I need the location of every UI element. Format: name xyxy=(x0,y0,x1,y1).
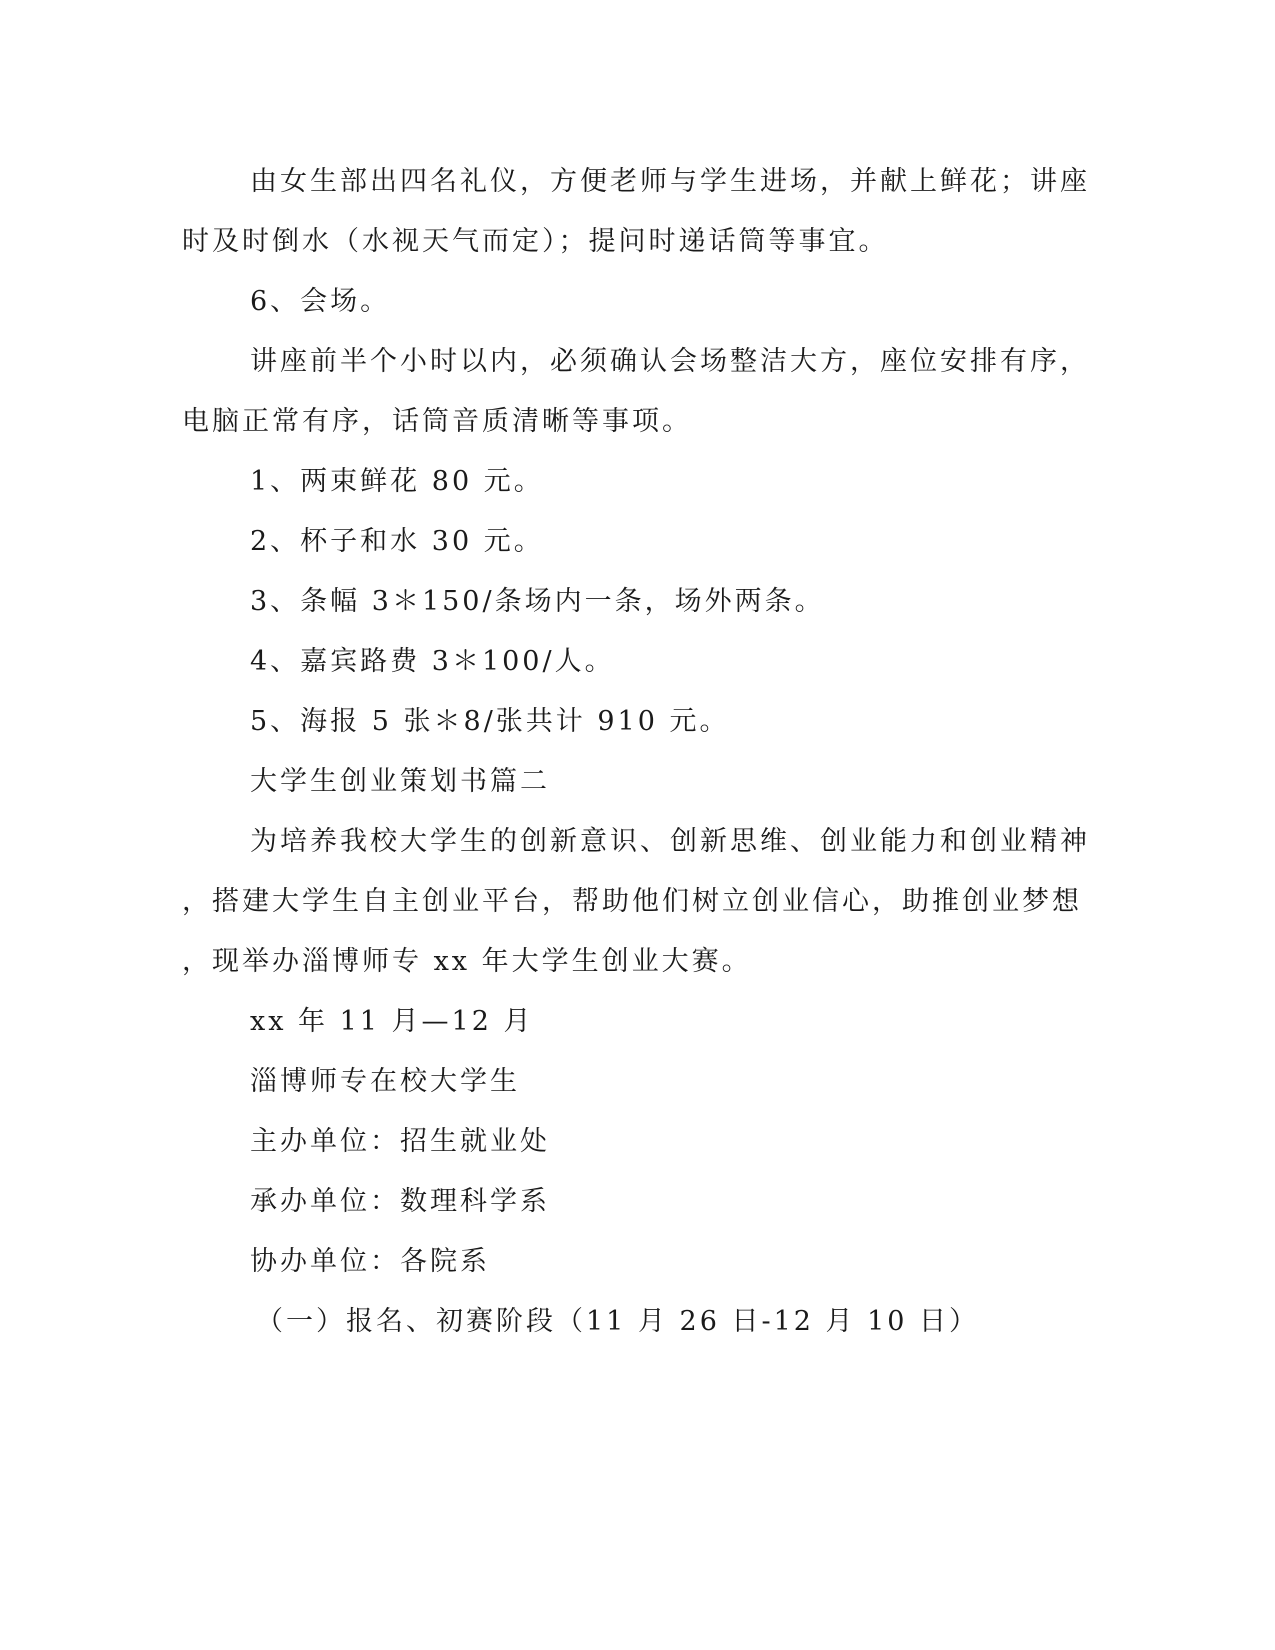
section-title: 大学生创业策划书篇二 xyxy=(250,766,550,797)
list-item: 1、两束鲜花 80 元。 xyxy=(250,466,544,497)
list-item: 4、嘉宾路费 3＊100/人。 xyxy=(250,646,615,677)
paragraph-line: xx 年 11 月—12 月 xyxy=(250,1006,534,1037)
list-item: 3、条幅 3＊150/条场内一条，场外两条。 xyxy=(250,586,825,617)
paragraph-line: 承办单位：数理科学系 xyxy=(250,1186,550,1217)
list-item: 5、海报 5 张＊8/张共计 910 元。 xyxy=(250,706,730,737)
paragraph-line: 淄博师专在校大学生 xyxy=(250,1066,520,1097)
paragraph-line: 主办单位：招生就业处 xyxy=(250,1126,550,1157)
paragraph-line: 由女生部出四名礼仪，方便老师与学生进场，并献上鲜花；讲座 xyxy=(250,166,1090,197)
paragraph-line: 时及时倒水（水视天气而定）；提问时递话筒等事宜。 xyxy=(182,226,889,257)
paragraph-line: 讲座前半个小时以内，必须确认会场整洁大方，座位安排有序， xyxy=(250,346,1090,377)
section-heading: 6、会场。 xyxy=(250,286,391,317)
paragraph-line: 协办单位：各院系 xyxy=(250,1246,490,1277)
paragraph-line: ，现举办淄博师专 xx 年大学生创业大赛。 xyxy=(182,946,752,977)
list-item: 2、杯子和水 30 元。 xyxy=(250,526,544,557)
paragraph-line: 为培养我校大学生的创新意识、创新思维、创业能力和创业精神 xyxy=(250,826,1090,857)
paragraph-line: 电脑正常有序，话筒音质清晰等事项。 xyxy=(182,406,692,437)
document-body xyxy=(182,160,1090,1360)
paragraph-line: ，搭建大学生自主创业平台，帮助他们树立创业信心，助推创业梦想 xyxy=(182,886,1082,917)
section-heading: （一）报名、初赛阶段（11 月 26 日-12 月 10 日） xyxy=(256,1306,980,1337)
